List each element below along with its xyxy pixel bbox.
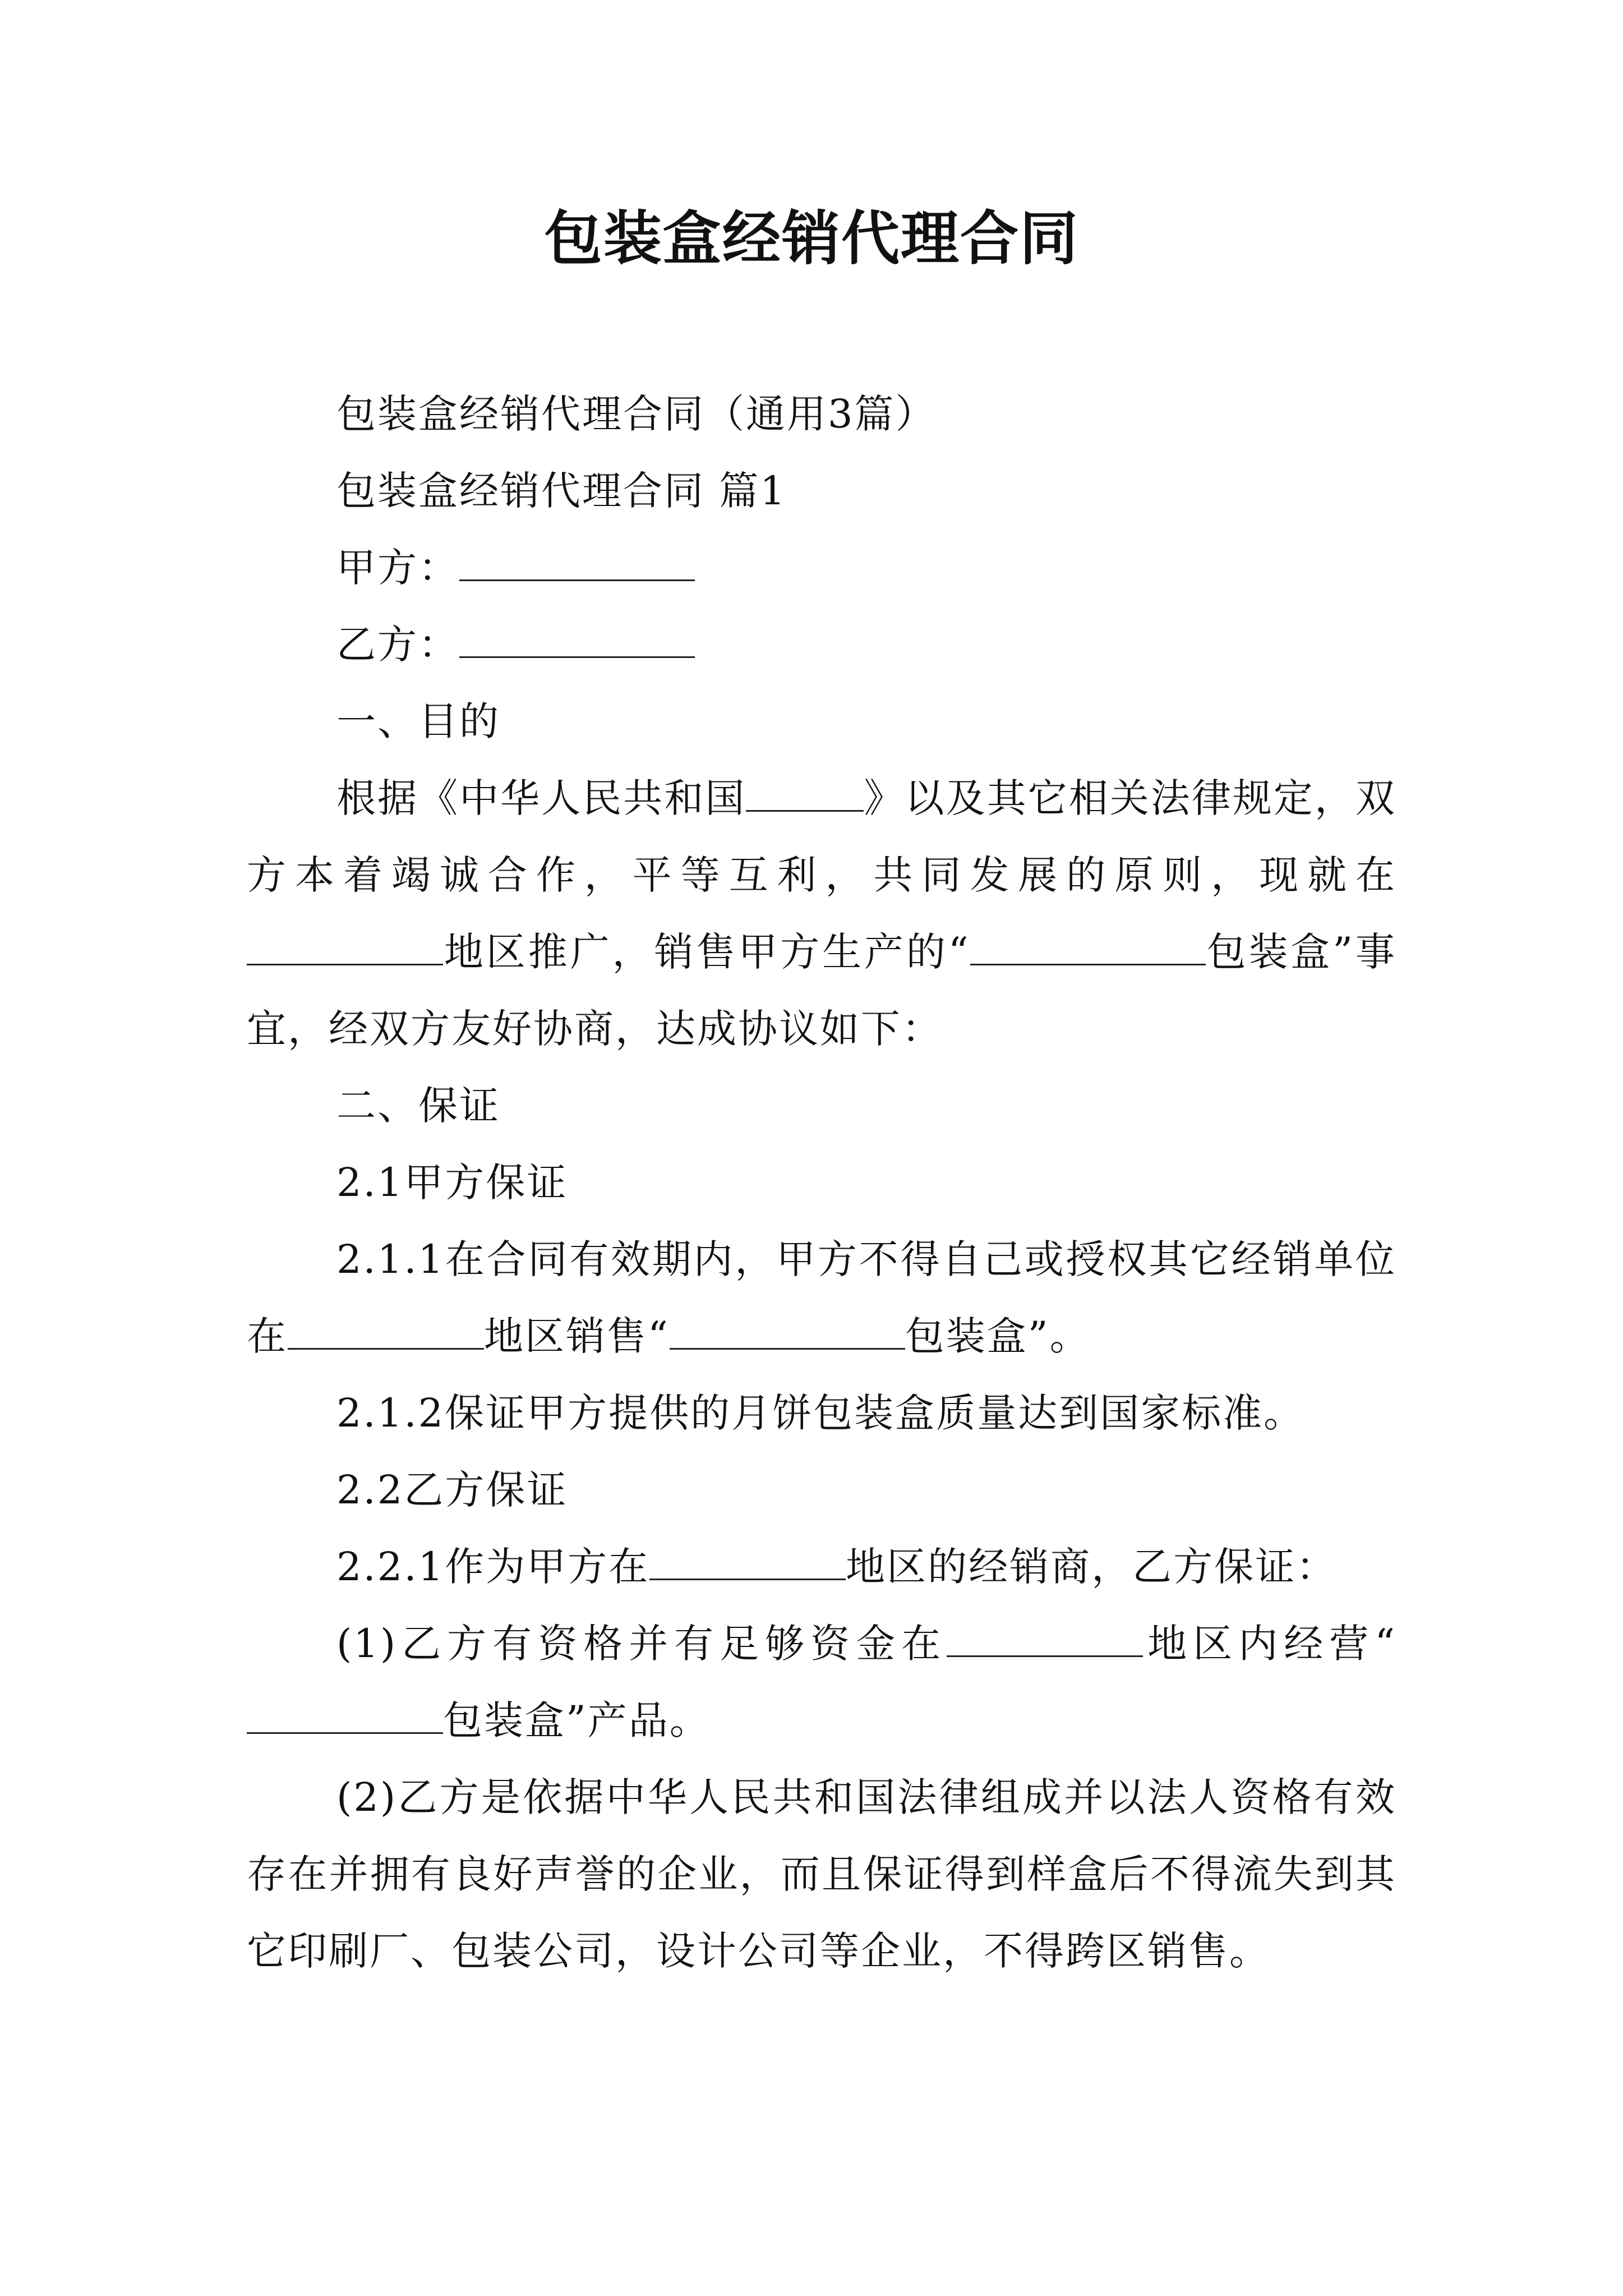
section-1-text-b: 》以及其它相关法律规定，双方本着竭诚合作，平等互利，共同发展的原则，现就在	[247, 775, 1397, 898]
section-1-text-c: 地区推广，销售甲方生产的“	[443, 929, 970, 975]
law-name-blank	[746, 776, 864, 812]
clause-2-1-1-text-b: 地区销售“	[484, 1313, 670, 1359]
region-blank	[288, 1314, 484, 1350]
item-1-text-b: 地区内经营“	[1143, 1621, 1396, 1667]
section-1-text-d: 包装盒”事宜，经双方友好协商，达成协议如下：	[247, 929, 1396, 1052]
subtitle-part: 包装盒经销代理合同 篇1	[336, 468, 787, 514]
subtitle-collection: 包装盒经销代理合同（通用3篇）	[336, 391, 937, 437]
clause-2-2-1-text-a: 2.2.1作为甲方在	[336, 1544, 650, 1590]
section-1-paragraph	[247, 760, 1396, 1068]
region-blank	[947, 1622, 1143, 1657]
clause-2-1-1	[247, 1221, 1396, 1375]
product-blank	[670, 1314, 905, 1350]
item-1-text-a: (1)乙方有资格并有足够资金在	[336, 1621, 947, 1667]
clause-2-1-1-text-a: 2.1.1在合同有效期内，甲方不得自己或授权其它经销单位在	[247, 1236, 1396, 1359]
clause-2-2-1-text-b: 地区的经销商，乙方保证：	[846, 1544, 1338, 1590]
clause-2-2-1	[247, 1529, 1396, 1605]
product-blank	[970, 930, 1206, 965]
party-a-line	[247, 530, 1396, 606]
clause-2-2: 2.2乙方保证	[336, 1467, 568, 1513]
document-body	[247, 376, 1396, 1990]
item-2: (2)乙方是依据中华人民共和国法律组成并以法人资格有效存在并拥有良好声誉的企业，而且保证得到样盒后不得流失到其它印刷厂、包装公司，设计公司等企业，不得跨区销售。	[247, 1774, 1396, 1974]
party-b-label: 乙方：	[336, 622, 459, 668]
party-b-blank	[459, 623, 695, 658]
section-2-heading: 二、保证	[336, 1083, 500, 1129]
clause-2-1-1-text-c: 包装盒”。	[905, 1313, 1091, 1359]
clause-2-1-2: 2.1.2保证甲方提供的月饼包装盒质量达到国家标准。	[336, 1390, 1305, 1436]
section-1-heading: 一、目的	[336, 698, 500, 744]
item-1	[247, 1605, 1396, 1759]
region-blank	[247, 930, 443, 965]
item-1-text-c: 包装盒”产品。	[443, 1697, 711, 1743]
party-a-blank	[459, 546, 695, 581]
party-b-line	[247, 606, 1396, 683]
clause-2-1: 2.1甲方保证	[336, 1159, 568, 1205]
product-blank	[247, 1699, 443, 1734]
region-blank	[649, 1545, 846, 1580]
party-a-label: 甲方：	[336, 545, 459, 591]
section-1-text-a: 根据《中华人民共和国	[336, 775, 746, 821]
document-title: 包装盒经销代理合同	[543, 204, 1079, 273]
